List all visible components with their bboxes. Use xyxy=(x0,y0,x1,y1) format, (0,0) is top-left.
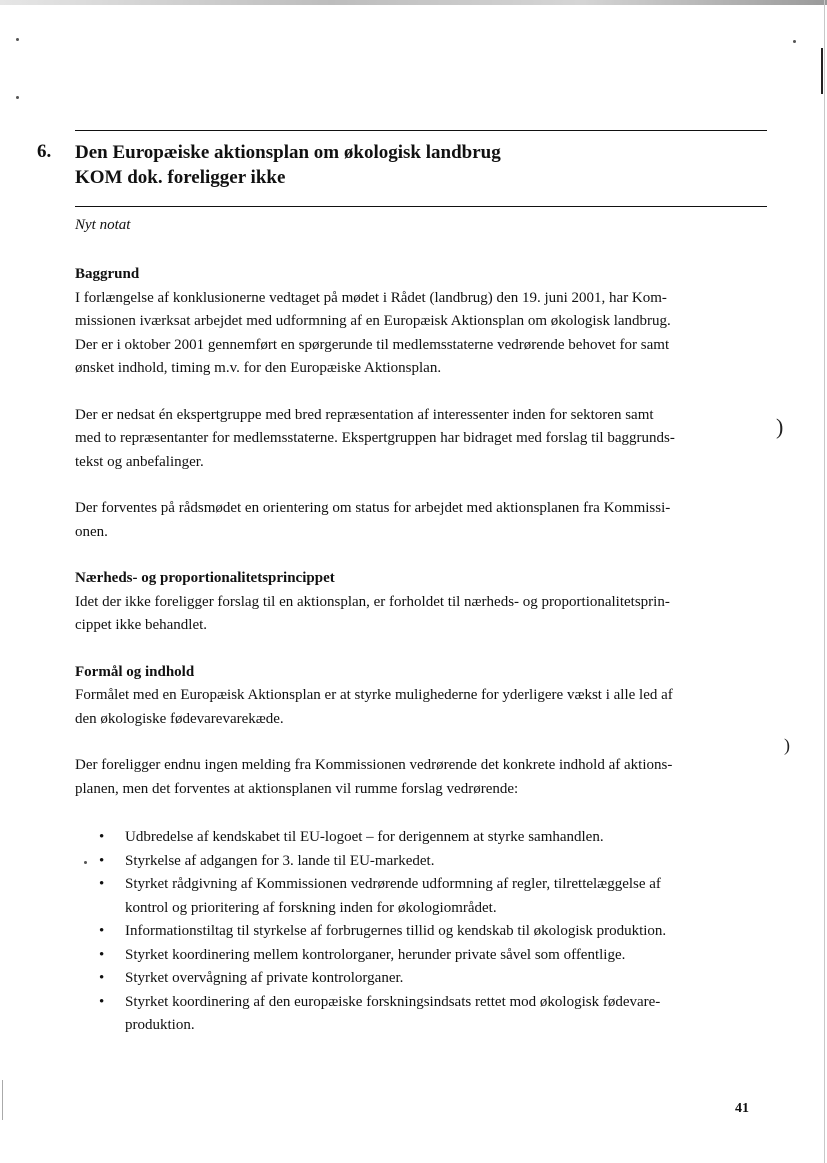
list-item xyxy=(75,826,760,850)
text-line: den økologiske fødevarevarekæde. xyxy=(75,710,284,727)
list-item xyxy=(75,920,760,944)
bullet-icon: • xyxy=(99,993,105,1010)
section-title xyxy=(75,140,501,190)
bullet-icon: • xyxy=(99,923,105,939)
paragraph xyxy=(75,684,760,731)
note-label: Nyt notat xyxy=(75,217,131,233)
heading-baggrund: Baggrund xyxy=(75,266,140,282)
text-line: Styrket rådgivning af Kommissionen vedrørende udformning af regler, tilrettelæggelse af xyxy=(125,876,661,892)
text-line: Formålet med en Europæisk Aktionsplan er at styrke mulighederne for yderligere vækst i alle led af xyxy=(75,687,673,703)
text-line: Styrket koordinering mellem kontrolorganer, herunder private såvel som offentlige. xyxy=(125,946,626,963)
scan-dot xyxy=(16,38,19,41)
title-line-1: Den Europæiske aktionsplan om økologisk landbrug xyxy=(75,142,501,163)
list-item xyxy=(75,967,760,991)
text-line: Styrket koordinering af den europæiske forskningsindsats rettet mod økologisk fødevare- xyxy=(125,993,661,1010)
heading-naerhed: Nærheds- og proportionalitetsprincippet xyxy=(75,570,335,586)
text-line: onen. xyxy=(75,523,108,540)
text-line: Informationstiltag til styrkelse af forbrugernes tillid og kendskab til økologisk produktion. xyxy=(125,923,667,939)
list-item xyxy=(75,873,760,920)
text-line: Idet der ikke foreligger forslag til en aktionsplan, er forholdet til nærheds- og proportionalitetsprin- xyxy=(75,593,670,610)
text-line: ønsket indhold, timing m.v. for den Europæiske Aktionsplan. xyxy=(75,360,442,376)
top-rule xyxy=(75,130,767,131)
text-line: Styrket overvågning af private kontrolorganer. xyxy=(125,970,404,986)
scan-dot xyxy=(793,40,796,43)
page-number: 41 xyxy=(735,1101,749,1116)
paragraph xyxy=(75,497,760,544)
text-line: Der forventes på rådsmødet en orientering om status for arbejdet med aktionsplanen fra Kommissi- xyxy=(75,500,671,516)
text-line: planen, men det forventes at aktionsplanen vil rumme forslag vedrørende: xyxy=(75,780,519,797)
scan-dot xyxy=(16,96,19,99)
bullet-icon: • xyxy=(99,852,105,869)
scan-right-edge xyxy=(824,0,825,1163)
margin-bracket-mark: ) xyxy=(784,735,790,755)
paragraph xyxy=(75,404,760,475)
bullet-icon: • xyxy=(99,876,105,892)
paragraph xyxy=(75,754,760,801)
scan-left-edge xyxy=(2,1080,3,1120)
bullet-list xyxy=(75,826,760,1038)
scan-mark xyxy=(821,48,823,94)
text-line: kontrol og prioritering af forskning inden for økologiområdet. xyxy=(125,899,497,916)
text-line: tekst og anbefalinger. xyxy=(75,453,204,470)
list-item xyxy=(75,944,760,968)
bullet-icon: • xyxy=(99,946,105,963)
list-item xyxy=(75,850,760,874)
document-body xyxy=(75,263,760,1038)
list-item xyxy=(75,991,760,1038)
title-line-2: KOM dok. foreligger ikke xyxy=(75,167,286,188)
bullet-icon: • xyxy=(99,970,105,986)
text-line: Udbredelse af kendskabet til EU-logoet – for derigennem at styrke samhandlen. xyxy=(125,829,604,845)
heading-formaal: Formål og indhold xyxy=(75,663,195,680)
bottom-rule xyxy=(75,206,767,207)
text-line: cippet ikke behandlet. xyxy=(75,617,208,633)
paragraph xyxy=(75,591,760,638)
text-line: Der er i oktober 2001 gennemført en spørgerunde til medlemsstaterne vedrørende behovet for samt xyxy=(75,336,670,353)
paragraph xyxy=(75,287,760,381)
text-line: produktion. xyxy=(125,1017,195,1033)
text-line: Der er nedsat én ekspertgruppe med bred repræsentation af interessenter inden for sektoren samt xyxy=(75,406,654,423)
text-line: I forlængelse af konklusionerne vedtaget på mødet i Rådet (landbrug) den 19. juni 2001, har Kom- xyxy=(75,289,667,306)
margin-bracket-mark: ) xyxy=(776,414,784,439)
text-line: med to repræsentanter for medlemsstaterne. Ekspertgruppen har bidraget med forslag til baggrunds- xyxy=(75,430,675,446)
section-number: 6. xyxy=(37,141,52,162)
scan-top-edge xyxy=(0,0,827,5)
text-line: Styrkelse af adgangen for 3. lande til EU-markedet. xyxy=(125,852,435,869)
bullet-icon: • xyxy=(99,829,105,845)
text-line: missionen iværksat arbejdet med udformning af en Europæisk Aktionsplan om økologisk landbrug. xyxy=(75,313,671,329)
text-line: Der foreligger endnu ingen melding fra Kommissionen vedrørende det konkrete indhold af aktions- xyxy=(75,757,673,773)
